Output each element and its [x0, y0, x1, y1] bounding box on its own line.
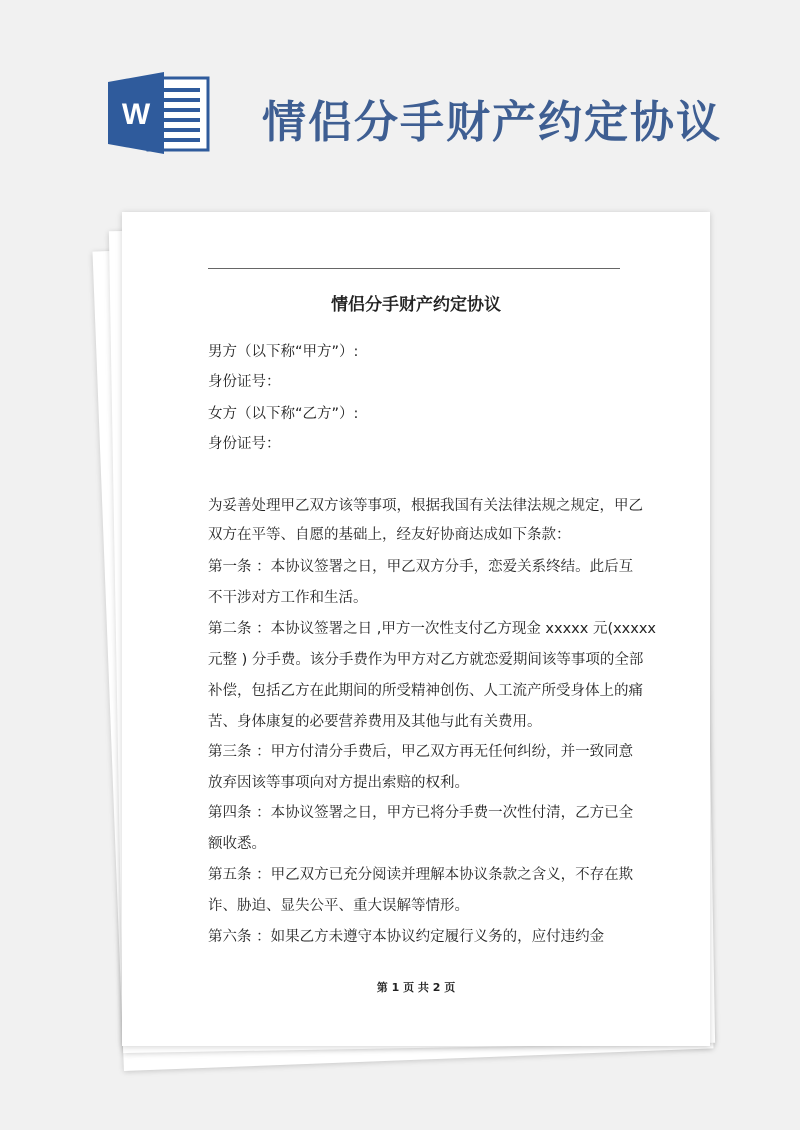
page-heading: 情侣分手财产约定协议 [262, 97, 722, 148]
document-line: 不干涉对方工作和生活。 [208, 590, 368, 606]
header-rule [208, 268, 620, 269]
document-line: 双方在平等、自愿的基础上，经友好协商达成如下条款： [208, 527, 571, 543]
document-line: 额收悉。 [208, 836, 266, 852]
document-line: 第六条 ：如果乙方未遵守本协议约定履行义务的，应付违约金 [208, 929, 605, 945]
document-line: 放弃因该等事项向对方提出索赔的权利。 [208, 775, 469, 791]
document-line: 身份证号： [208, 374, 281, 390]
document-line: 男方（以下称“甲方”）: [208, 344, 359, 360]
document-line: 第二条 ：本协议签署之日 ,甲方一次性支付乙方现金 xxxxx 元(xxxxx [208, 621, 657, 637]
document-page [122, 212, 710, 1046]
document-line: 补偿，包括乙方在此期间的所受精神创伤、人工流产所受身体上的痛 [208, 683, 643, 699]
document-line: 第一条 ：本协议签署之日，甲乙双方分手，恋爱关系终结。此后互 [208, 559, 634, 575]
document-line: 第五条 ：甲乙双方已充分阅读并理解本协议条款之含义，不存在欺 [208, 867, 634, 883]
document-line: 第四条 ：本协议签署之日，甲方已将分手费一次性付清，乙方已全 [208, 805, 634, 821]
page-footer: 第 1 页 共 2 页 [376, 981, 456, 994]
document-line: 苦、身体康复的必要营养费用及其他与此有关费用。 [208, 714, 542, 730]
document-line: 诈、胁迫、显失公平、重大误解等情形。 [208, 898, 469, 914]
document-line: 身份证号： [208, 436, 281, 452]
document-line: 第三条 ：甲方付清分手费后，甲乙双方再无任何纠纷，并一致同意 [208, 744, 634, 760]
word-document-icon [108, 72, 212, 154]
document-title: 情侣分手财产约定协议 [331, 295, 501, 315]
svg-text:W: W [121, 98, 151, 131]
document-line: 元整 ) 分手费。该分手费作为甲方对乙方就恋爱期间该等事项的全部 [208, 652, 644, 668]
document-line: 为妥善处理甲乙双方该等事项，根据我国有关法律法规之规定，甲乙 [208, 498, 643, 514]
document-line: 女方（以下称“乙方”）: [208, 406, 359, 422]
